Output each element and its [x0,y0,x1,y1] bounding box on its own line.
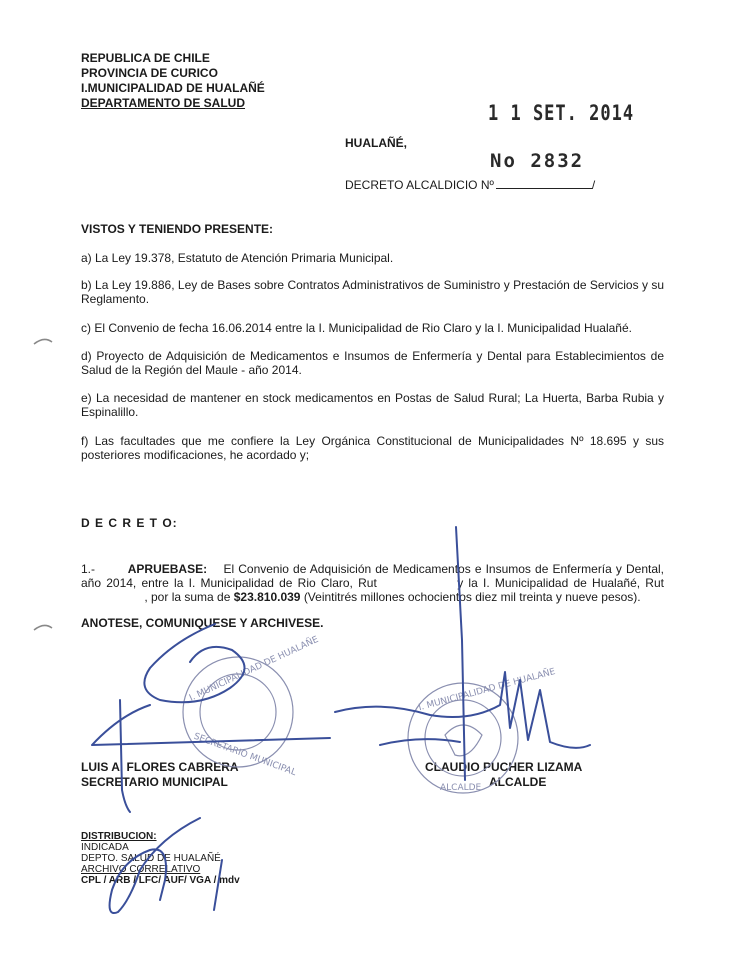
item-text-1: El Convenio de Adquisición de Medicamentos e Insumos de Enfermería y Dental, año 2014, entre la I. Municipalidad de Rio Claro, Rut [81,562,665,590]
city-label: HUALAÑÉ, [345,136,407,150]
distribution-initials: CPL / ARB / LFC/ AUF/ VGA / mdv [81,875,240,886]
distribution-line-2: DEPTO. SALUD DE HUALAÑÉ [81,853,221,864]
header-department: DEPARTAMENTO DE SALUD [81,96,246,110]
item-text-2: y la I. Municipalidad de Hualañé, Rut [457,576,664,590]
item-label: APRUEBASE: [127,562,208,576]
distribution-line-3: ARCHIVO CORRELATIVO [81,864,201,875]
distribution-title: DISTRIBUCION: [81,831,157,842]
vistos-item-a: a) La Ley 19.378, Estatuto de Atención Primaria Municipal. [81,251,394,265]
left-seal [183,634,320,778]
header-municipality: I.MUNICIPALIDAD DE HUALAÑÉ [81,81,265,95]
svg-text:SECRETARIO MUNICIPAL: SECRETARIO MUNICIPAL [192,731,298,779]
header-province: PROVINCIA DE CURICO [81,66,218,80]
date-stamp: 1 1 SET. 2014 [488,101,635,126]
header-republic: REPUBLICA DE CHILE [81,51,210,65]
punch-mark-top [34,339,52,344]
decreto-title: D E C R E T O: [81,516,178,530]
left-signatory-name: LUIS A. FLORES CABRERA [81,760,239,774]
svg-text:I. MUNICIPALIDAD DE HUALAÑE: I. MUNICIPALIDAD DE HUALAÑE [187,634,321,704]
svg-text:ALCALDE: ALCALDE [440,783,482,793]
decree-label: DECRETO ALCALDICIO Nº [345,178,494,192]
decree-slash: / [591,178,596,192]
right-signatory-title: ALCALDE [489,775,547,789]
vistos-item-b: b) La Ley 19.886, Ley de Bases sobre Contratos Administrativos de Suministro y Prestación de Servicios y su Reglamento. [81,278,664,306]
initials-signature [110,818,222,913]
decree-number-stamp: No 2832 [490,150,585,172]
vistos-item-e: e) La necesidad de mantener en stock medicamentos en Postas de Salud Rural; La Huerta, Barba Rubia y Espinalillo. [81,391,664,419]
vistos-title: VISTOS Y TENIENDO PRESENTE: [81,222,274,236]
distribution-line-1: INDICADA [81,842,129,853]
item-text-4: (Veintitrés millones ochocientos diez mil treinta y nueve pesos). [303,590,641,604]
punch-mark-bottom [34,625,52,630]
right-signature [335,527,590,780]
vistos-item-f: f) Las facultades que me confiere la Ley Orgánica Constitucional de Municipalidades Nº 18.695 y sus posteriores modificaciones, he acordado y; [81,434,664,462]
vistos-item-d: d) Proyecto de Adquisición de Medicamentos e Insumos de Enfermería y Dental para Establecimientos de Salud de la Región del Maule - año 2014. [81,349,664,377]
item-text-3: , por la suma de [144,590,231,604]
right-signatory-name: CLAUDIO PUCHER LIZAMA [425,760,583,774]
item-number: 1.- [81,562,96,576]
vistos-item-c: c) El Convenio de fecha 16.06.2014 entre la I. Municipalidad de Rio Claro y la I. Municipalidad Hualañé. [81,321,632,335]
closing-formula: ANOTESE, COMUNIQUESE Y ARCHIVESE. [81,616,324,630]
left-signatory-title: SECRETARIO MUNICIPAL [81,775,228,789]
svg-text:I. MUNICIPALIDAD DE HUALAÑE: I. MUNICIPALIDAD DE HUALAÑE [417,667,557,714]
amount: $23.810.039 [233,590,301,604]
right-seal [408,666,557,793]
